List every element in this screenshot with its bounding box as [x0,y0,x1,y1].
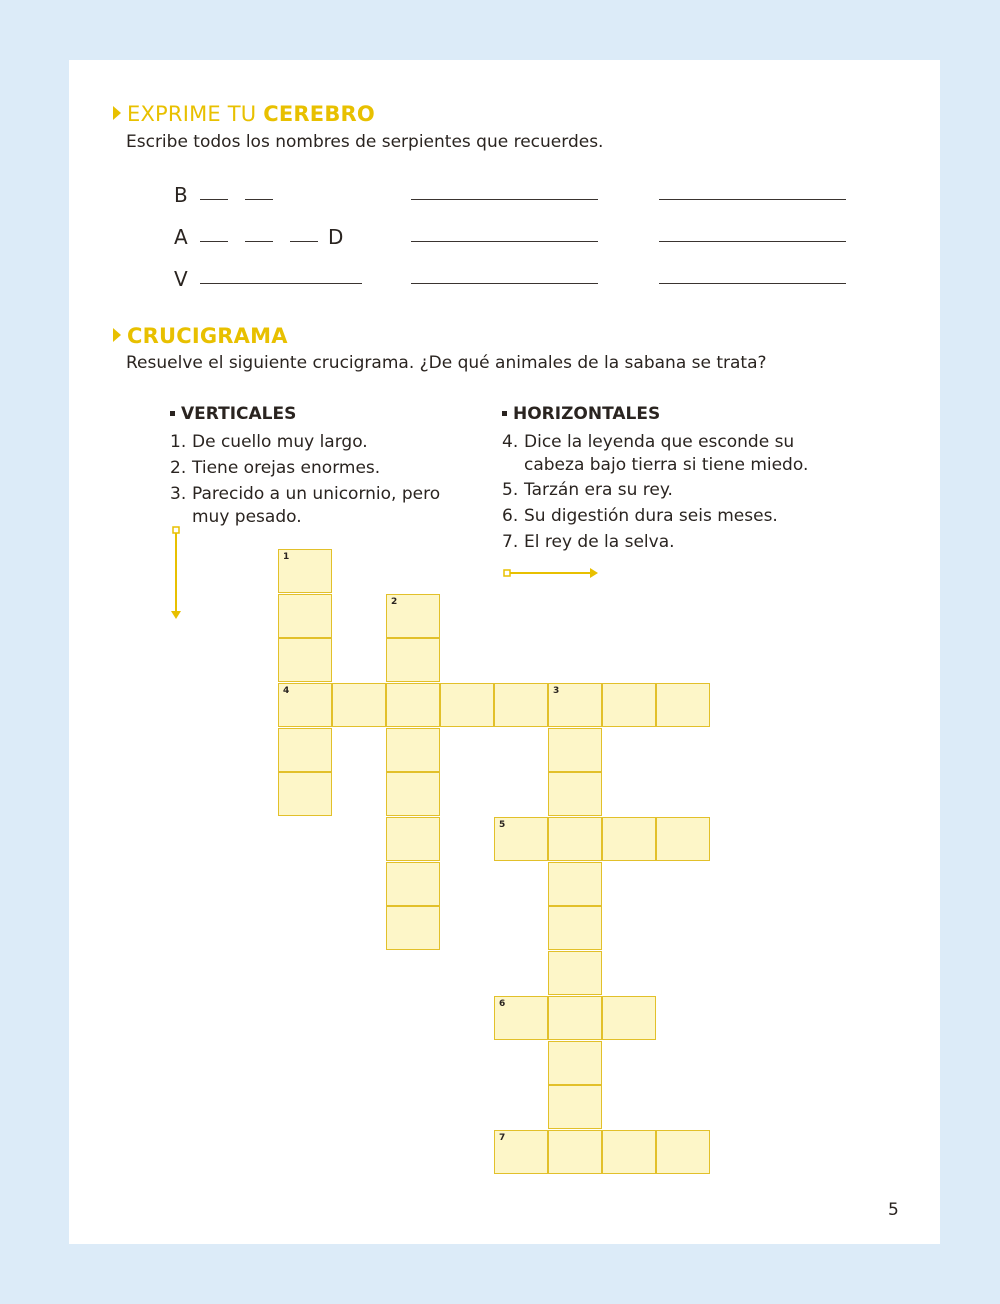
crossword-cell[interactable] [386,728,440,772]
clue-horizontal-4: 4. Dice la leyenda que esconde su cabeza bajo tierra si tiene miedo. [502,432,809,475]
page-number: 5 [888,1200,899,1220]
crossword-cell[interactable] [548,728,602,772]
crossword-cell[interactable] [386,638,440,682]
crossword-cell[interactable] [656,1130,710,1174]
cell-number: 1 [283,552,290,562]
crossword-cell[interactable] [332,683,386,727]
letter-b: B [174,183,188,207]
answer-line[interactable] [411,283,598,284]
blank-line[interactable] [200,199,228,200]
cell-number: 6 [499,999,506,1009]
worksheet-page [69,60,940,1244]
crossword-cell[interactable] [494,996,548,1040]
instruction-crucigrama: Resuelve el siguiente crucigrama. ¿De qué animales de la sabana se trata? [126,353,767,373]
crossword-cell[interactable] [278,683,332,727]
down-arrow-icon [169,526,183,620]
crossword-cell[interactable] [656,683,710,727]
crossword-cell[interactable] [602,817,656,861]
cell-number: 7 [499,1133,506,1143]
crossword-cell[interactable] [548,906,602,950]
triangle-bullet-icon [113,328,121,342]
right-arrow-icon [503,566,599,580]
crossword-cell[interactable] [548,683,602,727]
crossword-cell[interactable] [548,1085,602,1129]
section-title-exprime [113,102,375,126]
letter-a: A [174,225,188,249]
crossword-cell[interactable] [548,1041,602,1085]
cell-number: 4 [283,686,290,696]
crossword-cell[interactable] [548,996,602,1040]
blank-line[interactable] [290,241,318,242]
answer-line[interactable] [411,199,598,200]
square-bullet-icon [170,411,175,416]
crossword-cell[interactable] [278,728,332,772]
title-bold: CRUCIGRAMA [127,324,288,348]
letter-v: V [174,267,188,291]
letter-d: D [328,225,344,249]
clue-vertical-2: 2. Tiene orejas enormes. [170,458,381,478]
crossword-cell[interactable] [278,638,332,682]
crossword-cell[interactable] [440,683,494,727]
section-title-crucigrama [113,324,288,348]
crossword-cell[interactable] [386,594,440,638]
crossword-cell[interactable] [548,862,602,906]
crossword-cell[interactable] [278,772,332,816]
clue-horizontal-7: 7. El rey de la selva. [502,532,675,552]
crossword-cell[interactable] [494,817,548,861]
blank-line[interactable] [245,199,273,200]
crossword-cell[interactable] [386,906,440,950]
crossword-cell[interactable] [548,772,602,816]
answer-line[interactable] [659,241,846,242]
crossword-cell[interactable] [656,817,710,861]
crossword-cell[interactable] [386,683,440,727]
crossword-cell[interactable] [386,817,440,861]
cell-number: 2 [391,597,398,607]
clue-horizontal-6: 6. Su digestión dura seis meses. [502,506,778,526]
crossword-cell[interactable] [602,1130,656,1174]
clue-vertical-1: 1. De cuello muy largo. [170,432,368,452]
verticales-heading: VERTICALES [170,404,296,424]
title-bold: CEREBRO [263,102,375,126]
crossword-cell[interactable] [548,817,602,861]
crossword-cell[interactable] [278,594,332,638]
blank-line[interactable] [200,283,362,284]
answer-line[interactable] [659,199,846,200]
instruction-serpientes: Escribe todos los nombres de serpientes que recuerdes. [126,132,604,152]
blank-line[interactable] [200,241,228,242]
crossword-cell[interactable] [494,1130,548,1174]
crossword-cell[interactable] [548,1130,602,1174]
title-plain: EXPRIME TU [127,102,264,126]
square-bullet-icon [502,411,507,416]
crossword-cell[interactable] [602,996,656,1040]
crossword-cell[interactable] [602,683,656,727]
triangle-bullet-icon [113,106,121,120]
clue-vertical-3: 3. Parecido a un unicornio, pero muy pesado. [170,484,441,527]
crossword-cell[interactable] [278,549,332,593]
answer-line[interactable] [659,283,846,284]
crossword-cell[interactable] [386,772,440,816]
blank-line[interactable] [245,241,273,242]
horizontales-heading: HORIZONTALES [502,404,660,424]
crossword-cell[interactable] [548,951,602,995]
clue-horizontal-5: 5. Tarzán era su rey. [502,480,673,500]
answer-line[interactable] [411,241,598,242]
crossword-cell[interactable] [494,683,548,727]
crossword-cell[interactable] [386,862,440,906]
cell-number: 5 [499,820,506,830]
cell-number: 3 [553,686,560,696]
